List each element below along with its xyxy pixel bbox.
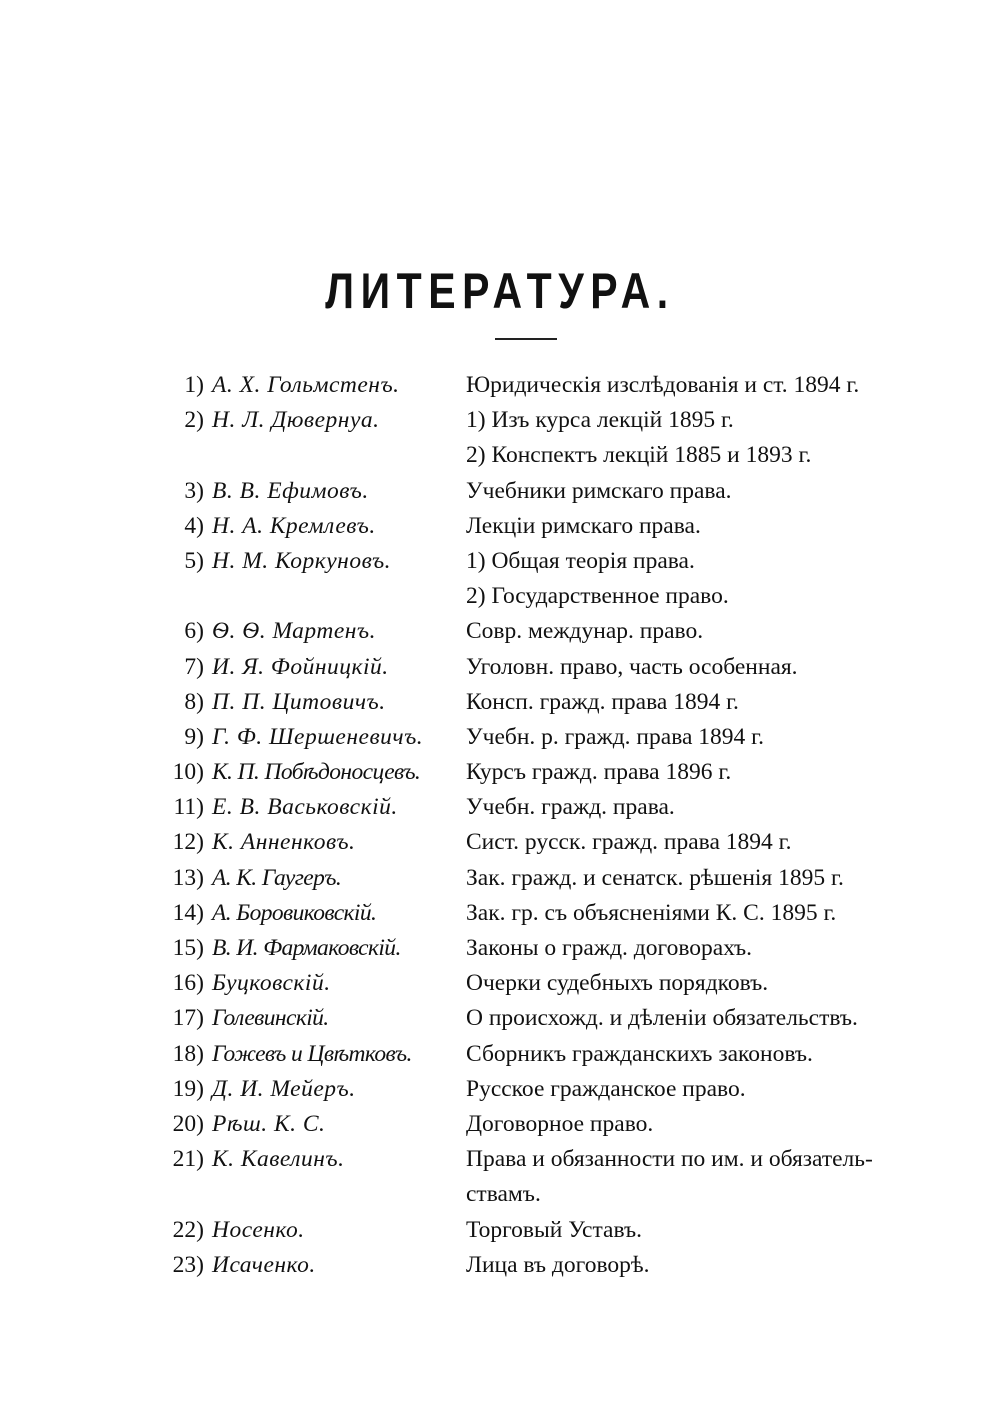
entry-number: 11) [173, 794, 204, 821]
bibliography-entry [0, 650, 1000, 685]
entry-number: 22) [172, 1216, 204, 1243]
page-title: ЛИТЕРАТУРА. [325, 263, 675, 319]
entry-work: Учебн. гражд. права. [466, 794, 675, 821]
bibliography-entry [0, 790, 1000, 825]
entry-work: Лекціи римскаго права. [466, 512, 701, 539]
entry-number: 5) [184, 547, 204, 574]
entry-work: 1) Общая теорія права. [466, 547, 695, 574]
bibliography-entry [0, 755, 1000, 790]
entry-number: 9) [184, 723, 204, 750]
entry-author: К. Кавелинъ. [212, 1146, 345, 1173]
bibliography-entry [0, 1037, 1000, 1072]
entry-author: Буцковскій. [212, 970, 331, 997]
entry-author: А. К. Гаугеръ. [212, 864, 342, 891]
entry-number: 21) [172, 1146, 204, 1173]
entry-author: Носенко. [212, 1216, 305, 1243]
entry-work: Консп. гражд. права 1894 г. [466, 688, 739, 715]
entry-author: Н. Л. Дювернуа. [212, 407, 380, 434]
entry-author: А. Х. Гольмстенъ. [212, 372, 400, 398]
bibliography-entry [0, 1213, 1000, 1248]
bibliography-entry [0, 825, 1000, 860]
entry-work: Сборникъ гражданскихъ законовъ. [466, 1040, 813, 1067]
bibliography-entry [0, 896, 1000, 931]
entry-number: 16) [172, 970, 204, 997]
entry-author: Г. Ф. Шершеневичъ. [212, 723, 424, 750]
entry-number: 4) [184, 512, 204, 539]
entry-number: 7) [184, 653, 204, 680]
entry-author: Н. А. Кремлевъ. [212, 512, 376, 539]
entry-work: Очерки судебныхъ порядковъ. [466, 970, 769, 997]
entry-number: 14) [172, 899, 204, 926]
entry-number: 15) [172, 935, 204, 961]
entry-work: Права и обязанности по им. и обязатель- [466, 1146, 873, 1173]
entry-author: Д. И. Мейеръ. [212, 1075, 356, 1102]
bibliography-entry [0, 614, 1000, 649]
bibliography-entry [0, 368, 1000, 403]
entry-number: 13) [172, 864, 204, 891]
entry-author: Голевинскій. [212, 1005, 329, 1032]
entry-number: 10) [172, 759, 204, 786]
entry-work: Договорное право. [466, 1110, 654, 1137]
entry-author: В. И. Фармаковскій. [212, 935, 401, 961]
entry-author: К. Анненковъ. [212, 829, 356, 856]
entry-work: Учебн. р. гражд. права 1894 г. [466, 723, 765, 750]
entry-work: Курсъ гражд. права 1896 г. [466, 759, 732, 786]
entry-work: 2) Государственное право. [466, 583, 729, 610]
bibliography-entry [0, 1072, 1000, 1107]
bibliography-entry [0, 1248, 1000, 1283]
entry-author: Ѳ. Ѳ. Мартенъ. [212, 618, 377, 645]
bibliography-entry [0, 509, 1000, 544]
entry-work: 1) Изъ курса лекцій 1895 г. [466, 407, 734, 434]
entry-number: 18) [172, 1040, 204, 1067]
entry-number: 3) [184, 477, 204, 504]
bibliography-entry [0, 1001, 1000, 1036]
bibliography-entry [0, 579, 1000, 614]
entry-number: 23) [172, 1251, 204, 1278]
bibliography-entry [0, 1177, 1000, 1212]
entry-number: 12) [172, 829, 204, 856]
entry-work: Уголовн. право, часть особенная. [466, 653, 798, 680]
bibliography-entry [0, 438, 1000, 473]
entry-author: К. П. Побѣдоносцевъ. [212, 759, 421, 786]
entry-author: П. П. Цитовичъ. [212, 688, 386, 715]
bibliography-entry [0, 474, 1000, 509]
bibliography-entry [0, 1142, 1000, 1177]
entry-work: Торговый Уставъ. [466, 1216, 642, 1243]
entry-number: 6) [184, 618, 204, 645]
bibliography-entry [0, 931, 1000, 966]
bibliography-list [0, 368, 1000, 1283]
entry-number: 8) [184, 688, 204, 715]
entry-author: Н. М. Коркуновъ. [212, 547, 392, 574]
entry-work: Сист. русск. гражд. права 1894 г. [466, 829, 792, 856]
entry-author: Гожевъ и Цвѣтковъ. [212, 1040, 412, 1067]
entry-author: Исаченко. [212, 1251, 316, 1278]
entry-author: И. Я. Фойницкій. [212, 653, 389, 680]
title-divider [495, 338, 557, 340]
entry-work: О происхожд. и дѣленіи обязательствъ. [466, 1005, 858, 1032]
entry-author: А. Боровиковскій. [212, 899, 377, 926]
bibliography-entry [0, 861, 1000, 896]
bibliography-entry [0, 720, 1000, 755]
entry-number: 1) [184, 372, 204, 398]
entry-work: Совр. междунар. право. [466, 618, 704, 645]
bibliography-entry [0, 685, 1000, 720]
bibliography-entry [0, 403, 1000, 438]
entry-number: 19) [172, 1075, 204, 1102]
entry-author: В. В. Ефимовъ. [212, 477, 369, 504]
entry-author: Рѣш. К. С. [212, 1110, 326, 1137]
entry-work: Зак. гражд. и сенатск. рѣшенія 1895 г. [466, 864, 844, 891]
bibliography-entry [0, 966, 1000, 1001]
entry-number: 20) [172, 1110, 204, 1137]
entry-number: 17) [172, 1005, 204, 1032]
entry-work: ствамъ. [466, 1181, 541, 1208]
entry-work: Русское гражданское право. [466, 1075, 746, 1102]
entry-work: Учебники римскаго права. [466, 477, 732, 504]
entry-work: Юридическія изслѣдованія и ст. 1894 г. [466, 372, 860, 398]
entry-work: Зак. гр. съ объясненіями К. С. 1895 г. [466, 899, 837, 926]
bibliography-entry [0, 1107, 1000, 1142]
entry-work: 2) Конспектъ лекцій 1885 и 1893 г. [466, 442, 812, 469]
entry-number: 2) [184, 407, 204, 434]
entry-work: Лица въ договорѣ. [466, 1251, 650, 1278]
entry-work: Законы о гражд. договорахъ. [466, 935, 753, 961]
bibliography-entry [0, 544, 1000, 579]
entry-author: Е. В. Васьковскій. [212, 794, 398, 821]
